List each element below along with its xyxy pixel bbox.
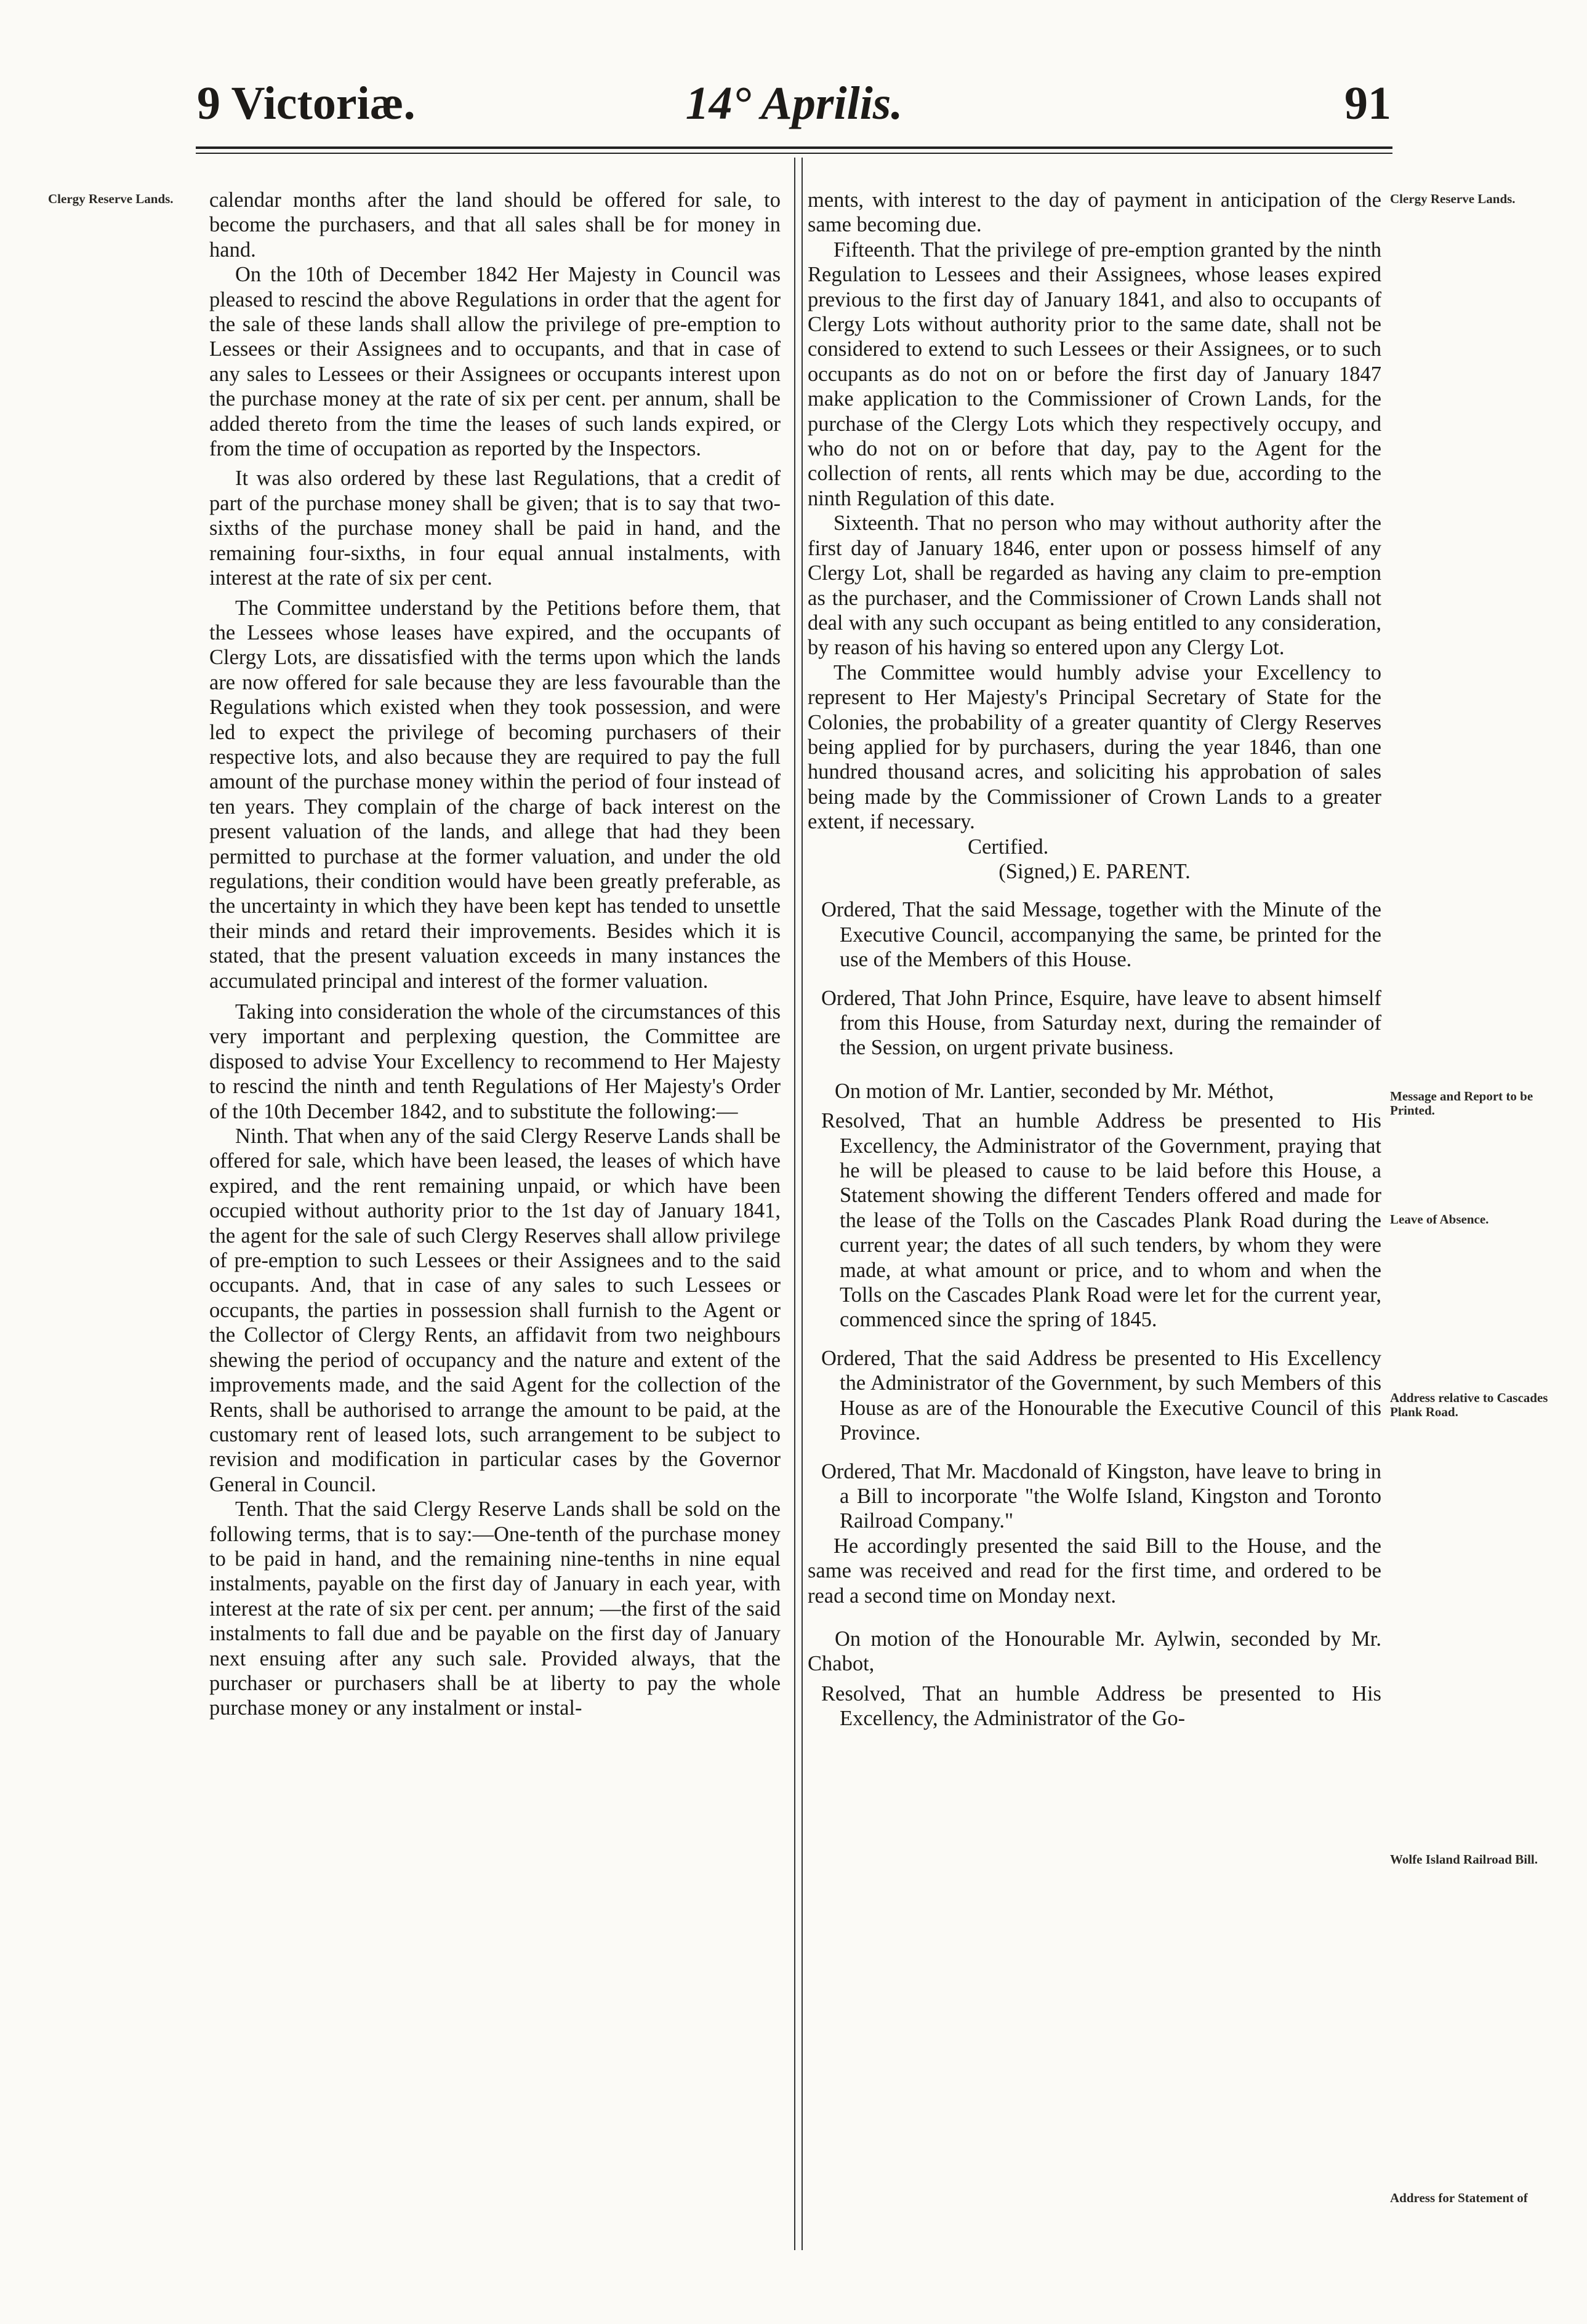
resolution-statement: Resolved, That an humble Address be presented to His Excellency, the Administrator of the Go-	[821, 1681, 1381, 1731]
paragraph: Fifteenth. That the privilege of pre-emption granted by the ninth Regulation to Lessees and their Assignees, whose leases expired previous to the first day of January 1841, and also to occupants of Clergy Lots without authority prior to the same date, shall not be considered to extend to such Lessees or their Assignees, or to such occupants as do not on or before the first day of January 1847 make application to the Commissioner of Crown Lands, for the purchase of the Clergy Lots which they respectively occupy, and who do not on or before that day, pay to the Agent for the collection of rents, all rents which may be due, according to the ninth Regulation of this date.	[808, 238, 1381, 510]
margin-note-address-statement: Address for Statement of	[1390, 2190, 1528, 2205]
paragraph: The Committee understand by the Petitions before them, that the Lessees whose leases have expired, and the occupants of Clergy Lots, are dissatisfied with the terms upon which the lands are now offered for sale because they are less favourable than the Regulations which existed when they took possession, and were led to expect the privilege of becoming purchasers of their respective lots, and also because they are required to pay the full amount of the purchase money within the period of four instead of ten years. They complain of the charge of back interest on the present valuation of the lands, and allege that had they been permitted to purchase at the former valuation, and under the old regulations, their condition would have been greatly preferable, as the uncertainty in which they have been kept has tended to unsettle their minds and retard their improvements. Besides which it is stated, that the present valuation exceeds in many instances the accumulated principal and interest of the former valuation.	[209, 596, 781, 993]
header-rule-thin	[196, 153, 1392, 154]
paragraph: Taking into consideration the whole of the circumstances of this very important and perplexing question, the Committee are disposed to advise Your Excellency to recommend to Her Majesty to rescind the ninth and tenth Regulations of Her Majesty's Order of the 10th December 1842, and to substitute the following:—	[209, 1000, 781, 1123]
page-date	[622, 73, 966, 134]
paragraph: Ninth. That when any of the said Clergy Reserve Lands shall be offered for sale, which have been leased, the leases of which have expired, and the rent remaining unpaid, or which have been occupied without authority prior to the 1st day of January 1841, the agent for the sale of such Clergy Reserves shall allow privilege of pre-emption to such Lessees or their Assignees and to the said occupants. And, that in case of any sales to such Lessees or occupants, the parties in possession shall furnish to the Agent or the Collector of Clergy Rents, an affidavit from two neighbours shewing the period of occupancy and the nature and extent of the improvements made, and the said Agent for the collection of the Rents, shall be authorised to arrange the amount to be paid, at the customary rent of leased lots, such arrangement to be subject to revision and modification in particular cases by the Governor General in Council.	[209, 1124, 781, 1496]
resolution-cascades: Resolved, That an humble Address be presented to His Excellency, the Administrator of the Government, praying that he will be pleased to cause to be laid before this House, a Statement showing the different Tenders offered and made for the lease of the Tolls on the Cascades Plank Road during the current year; the dates of all such tenders, by whom they were made, at what amount or price, and to whom and when the Tolls on the Cascades Plank Road were let for the current year, commenced since the spring of 1845.	[821, 1109, 1381, 1332]
motion-lantier: On motion of Mr. Lantier, seconded by Mr. Méthot,	[835, 1079, 1274, 1103]
page-header	[197, 73, 1391, 134]
paragraph: ments, with interest to the day of payment in anticipation of the same becoming due.	[808, 188, 1381, 237]
margin-note-address-cascades: Address relative to Cascades Plank Road.	[1390, 1390, 1548, 1419]
certified-line: Certified.	[968, 835, 1049, 859]
column-divider	[794, 158, 803, 2250]
margin-note-wolfe-island: Wolfe Island Railroad Bill.	[1390, 1852, 1538, 1867]
order-address-presented: Ordered, That the said Address be presented to His Excellency the Administrator of the Government, by such Members of this House as are of the Honourable the Executive Council of this Province.	[821, 1346, 1381, 1445]
paragraph: The Committee would humbly advise your Excellency to represent to Her Majesty's Principal Secretary of State for the Colonies, the probability of a greater quantity of Clergy Reserves being applied for by purchasers, during the year 1846, than one hundred thousand acres, and soliciting his approbation of sales being made by the Commissioner of Crown Lands to a greater extent, if necessary.	[808, 660, 1381, 834]
signature-line: (Signed,) E. PARENT.	[998, 859, 1191, 883]
right-column	[808, 188, 1381, 1731]
order-wolfe-island-bill: Ordered, That Mr. Macdonald of Kingston, have leave to bring in a Bill to incorporate "the Wolfe Island, Kingston and Toronto Railroad Company."	[821, 1459, 1381, 1533]
paragraph: calendar months after the land should be offered for sale, to become the purchasers, and that all sales shall be for money in hand.	[209, 188, 781, 262]
paragraph: It was also ordered by these last Regulations, that a credit of part of the purchase money shall be given; that is to say that two-sixths of the purchase money shall be paid in hand, and the remaining four-sixths, in four equal annual instalments, with interest at the rate of six per cent.	[209, 467, 781, 590]
order-message-printed: Ordered, That the said Message, together with the Minute of the Executive Council, accompanying the same, be printed for the use of the Members of this House.	[821, 898, 1381, 972]
margin-note-clergy-reserve-right: Clergy Reserve Lands.	[1390, 191, 1516, 206]
margin-note-clergy-reserve-left: Clergy Reserve Lands.	[48, 191, 174, 206]
order-leave-absence: Ordered, That John Prince, Esquire, have leave to absent himself from this House, from Saturday next, during the remainder of the Session, on urgent private business.	[821, 986, 1381, 1060]
paragraph: Tenth. That the said Clergy Reserve Lands shall be sold on the following terms, that is to say:—One-tenth of the purchase money to be paid in hand, and the remaining nine-tenths in nine equal instalments, payable on the first day of January in each year, with interest at the rate of six per cent. per annum; —the first of the said instalments to fall due and be payable on the first day of January next ensuing after any such sale. Provided always, that the purchaser or purchasers shall be at liberty to pay the whole purchase money or any instalment or instal-	[209, 1497, 781, 1720]
paragraph: Sixteenth. That no person who may without authority after the first day of January 1846, enter upon or possess himself of any Clergy Lot, shall be regarded as having any claim to pre-emption as the purchaser, and the Commissioner of Crown Lands shall not deal with any such occupant as being entitled to any consideration, by reason of his having so entered upon any Clergy Lot.	[808, 511, 1381, 660]
paragraph: On the 10th of December 1842 Her Majesty in Council was pleased to rescind the above Regulations in order that the agent for the sale of these lands shall allow the privilege of pre-emption to Lessees or their Assignees and to occupants, and that in case of any sales to Lessees or their Assignees or occupants interest upon the purchase money at the rate of six per cent. per annum, shall be added thereto from the time the leases of such lands expired, or from the time of occupation as reported by the Inspectors.	[209, 263, 781, 461]
regnal-year: 9 Victoriæ.	[197, 78, 416, 129]
margin-note-message-printed: Message and Report to be Printed.	[1390, 1089, 1533, 1118]
bill-presented: He accordingly presented the said Bill to the House, and the same was received and read for the first time, and ordered to be read a second time on Monday next.	[808, 1534, 1381, 1608]
page-date-text: 14° Aprilis.	[685, 78, 903, 129]
motion-aylwin: On motion of the Honourable Mr. Aylwin, seconded by Mr. Chabot,	[808, 1627, 1381, 1676]
header-rule-thick	[196, 146, 1392, 149]
page-number: 91	[1344, 78, 1391, 129]
left-column	[209, 188, 781, 1721]
margin-note-leave-of-absence: Leave of Absence.	[1390, 1212, 1489, 1227]
